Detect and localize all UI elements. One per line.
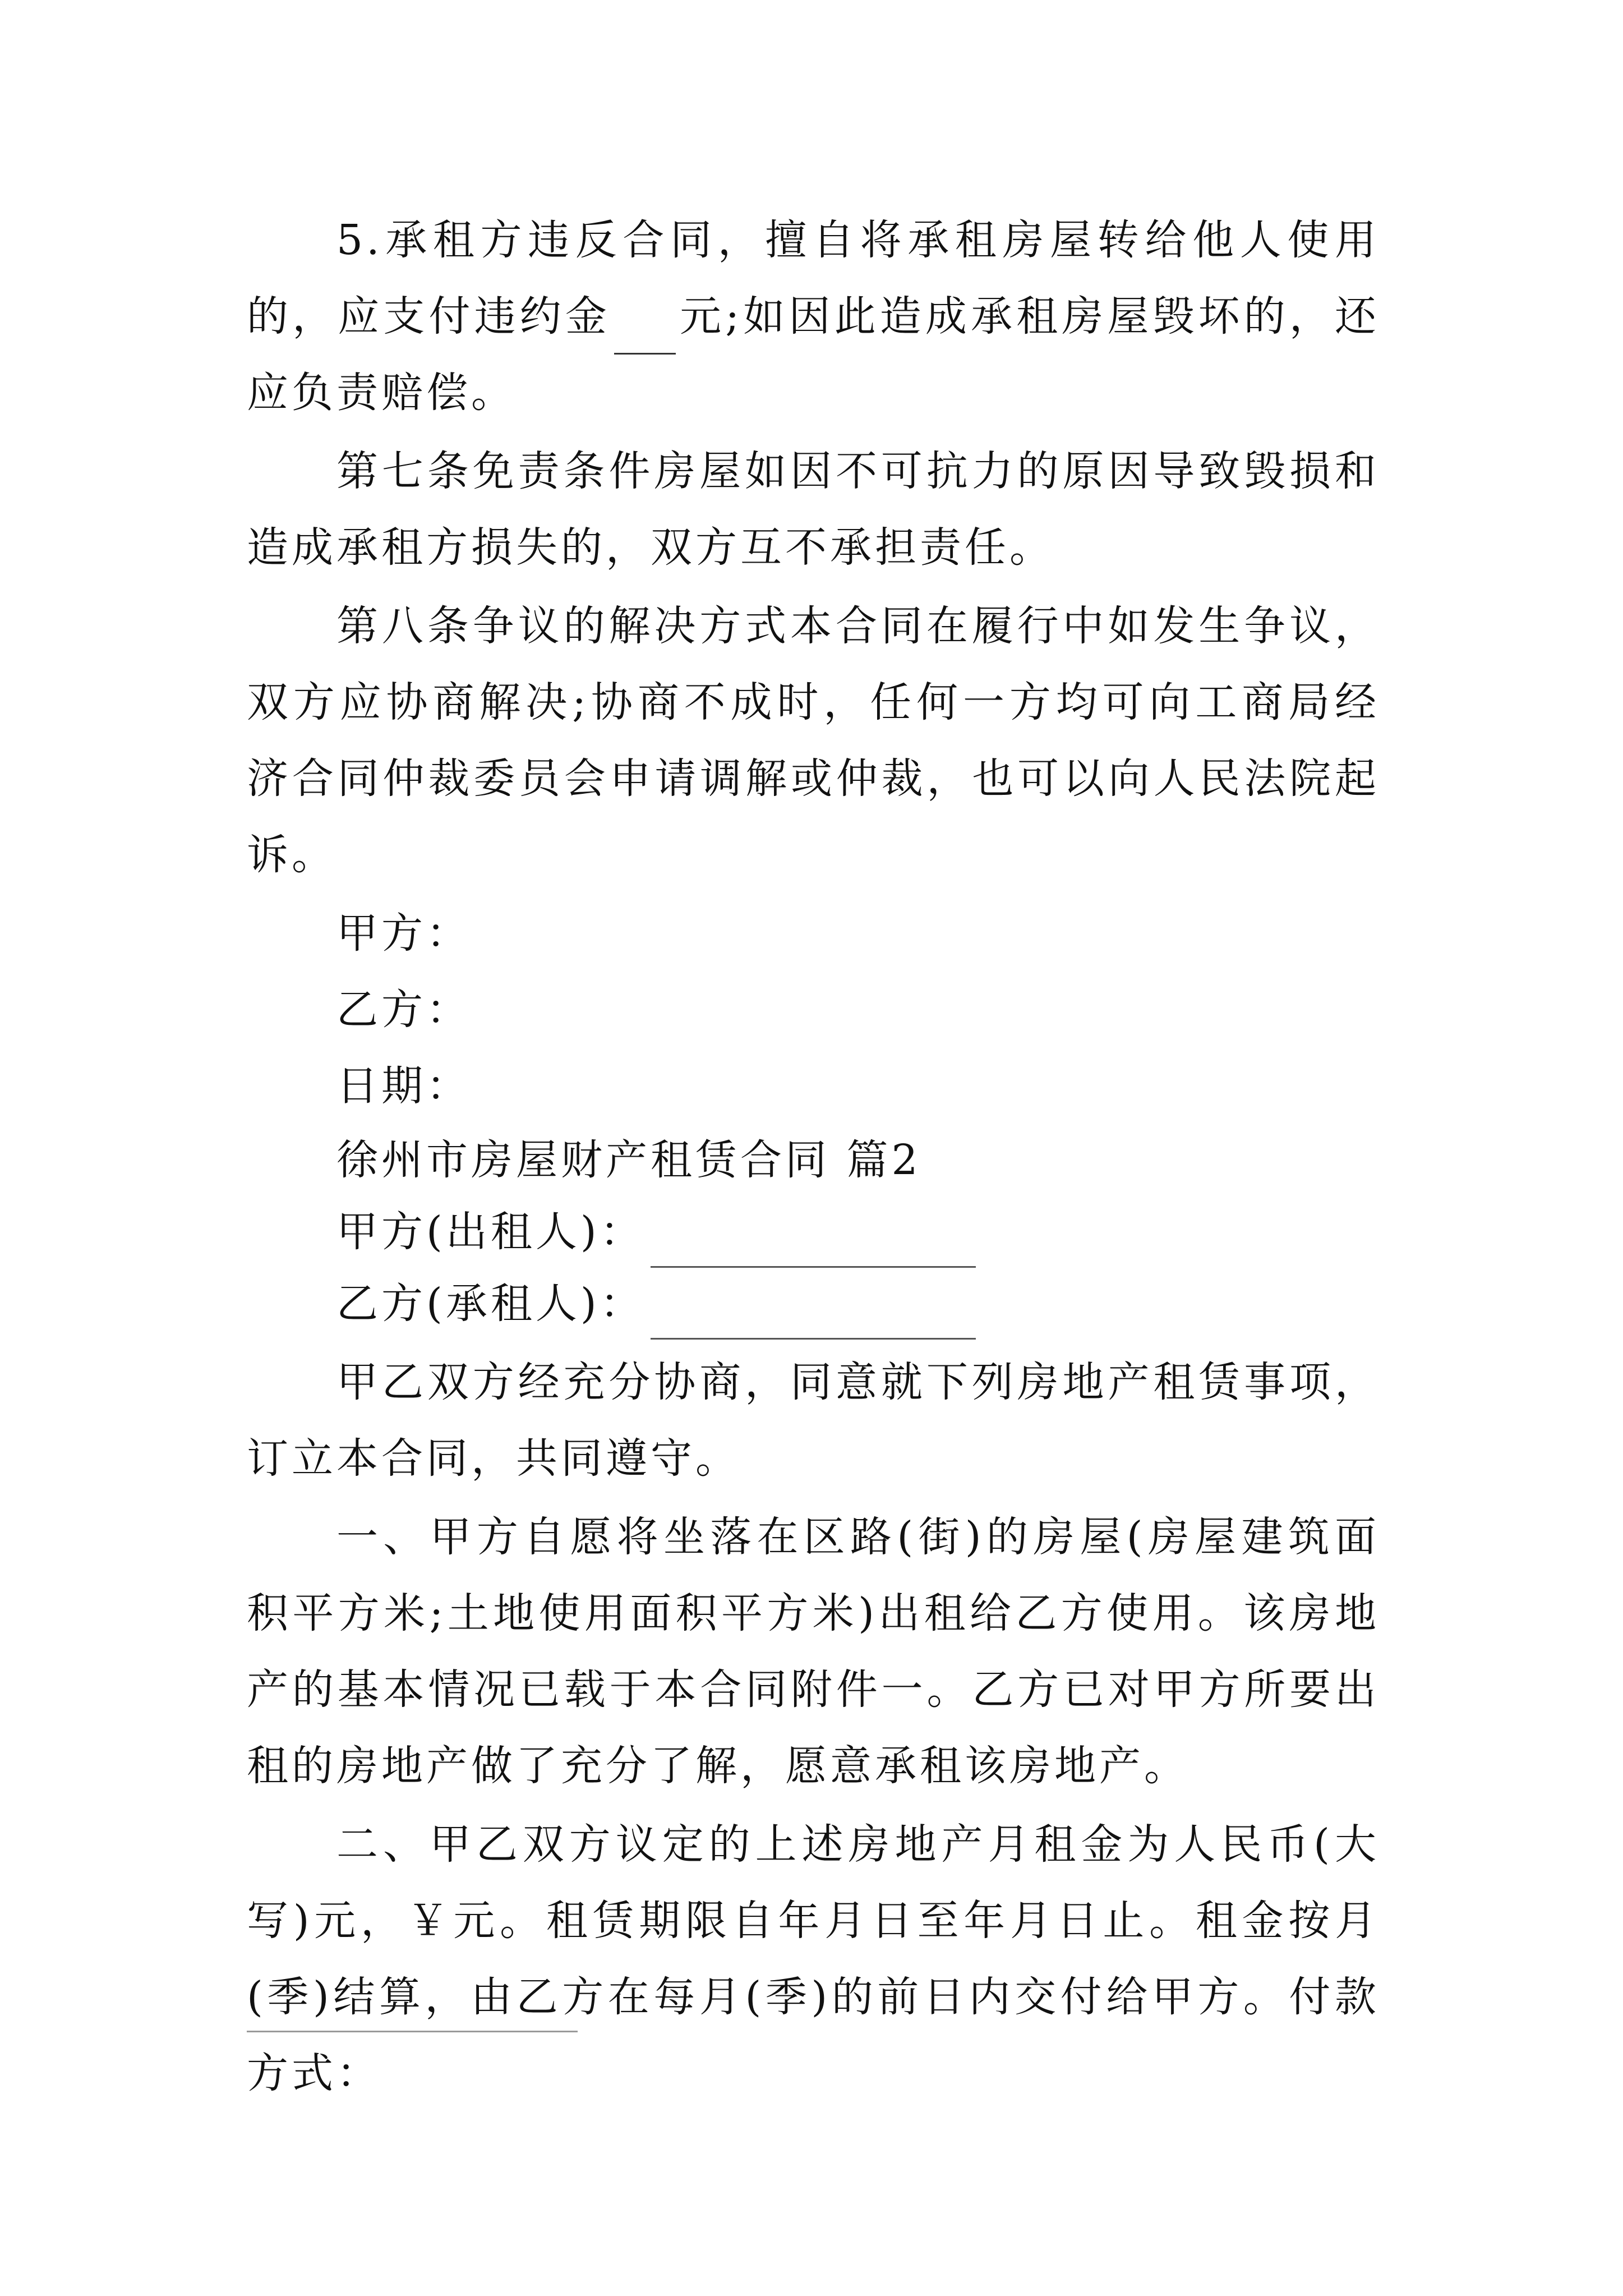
paragraph-clause-1: 一、甲方自愿将坐落在区路(街)的房屋(房屋建筑面积平方米;土地使用面积平方米)出租给乙方使用。该房地产的基本情况已载于本合同附件一。乙方已对甲方所要出租的房地产做了充分了解，愿意承租该房地产。 [247, 1513, 1380, 1790]
paragraph-article-7: 第七条免责条件房屋如因不可抗力的原因导致毁损和造成承租方损失的，双方互不承担责任。 [247, 447, 1380, 572]
lessor-fill-line [651, 1227, 976, 1268]
lessee-label: 乙方(承租人)： [336, 1280, 645, 1328]
lessor-label: 甲方(出租人)： [336, 1208, 645, 1256]
signature-date: 日期： [336, 1062, 471, 1110]
paragraph-clause-2: 二、甲乙双方议定的上述房地产月租金为人民币(大写)元，￥元。租赁期限自年月日至年月日止。租金按月(季)结算，由乙方在每月(季)的前日内交付给甲方。付款方式： [247, 1820, 1380, 2097]
lessee-fill-line [651, 1299, 976, 1340]
penalty-amount-blank [614, 316, 676, 355]
signature-party-b: 乙方： [336, 986, 471, 1034]
penalty-text-end: 元;如因此造成承租房屋毁坏的，还应负责赔偿。 [247, 292, 1380, 417]
contract-body [247, 202, 1380, 2111]
paragraph-agreement: 甲乙双方经充分协商，同意就下列房地产租赁事项，订立本合同，共同遵守。 [247, 1358, 1380, 1483]
footnote-divider [247, 2031, 578, 2032]
signature-party-a: 甲方： [336, 909, 471, 958]
paragraph-penalty [247, 202, 1380, 431]
section-title: 徐州市房屋财产租赁合同 篇2 [336, 1136, 921, 1184]
lessor-line [247, 1196, 1380, 1268]
lessee-line [247, 1268, 1380, 1340]
penalty-text-start: 5.承租方违反合同，擅自将承租房屋转给他人使用的，应支付违约金 [247, 216, 1380, 341]
paragraph-article-8: 第八条争议的解决方式本合同在履行中如发生争议，双方应协商解决;协商不成时，任何一方均可向工商局经济合同仲裁委员会申请调解或仲裁，也可以向人民法院起诉。 [247, 602, 1380, 879]
